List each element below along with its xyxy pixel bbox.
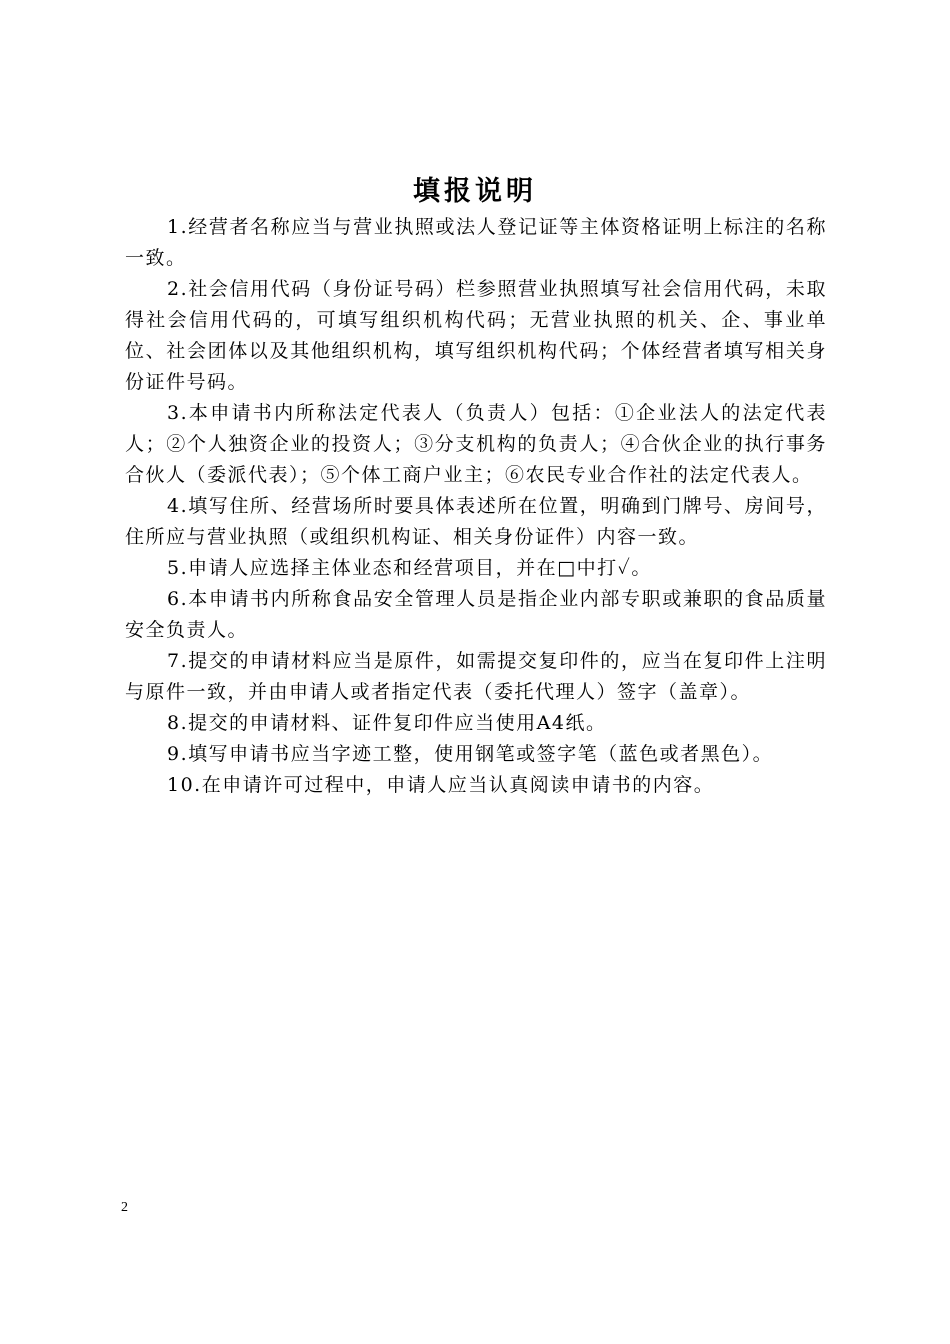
instruction-item-1: 1.经营者名称应当与营业执照或法人登记证等主体资格证明上标注的名称一致。 xyxy=(125,216,827,269)
page-title: 填报说明 xyxy=(413,176,537,207)
instruction-item-6: 6.本申请书内所称食品安全管理人员是指企业内部专职或兼职的食品质量安全负责人。 xyxy=(125,588,827,641)
instruction-item-9: 9.填写申请书应当字迹工整，使用钢笔或签字笔（蓝色或者黑色）。 xyxy=(167,743,774,765)
page-number: 2 xyxy=(121,1200,128,1215)
instructions-body xyxy=(125,212,827,801)
instruction-item-2: 2.社会信用代码（身份证号码）栏参照营业执照填写社会信用代码，未取得社会信用代码的，可填写组织机构代码；无营业执照的机关、企、事业单位、社会团体以及其他组织机构，填写组织机构代码；个体经营者填写相关身份证件号码。 xyxy=(125,278,827,393)
instruction-item-4: 4.填写住所、经营场所时要具体表述所在位置，明确到门牌号、房间号，住所应与营业执照（或组织机构证、相关身份证件）内容一致。 xyxy=(125,495,827,548)
instruction-item-3: 3.本申请书内所称法定代表人（负责人）包括：①企业法人的法定代表人；②个人独资企业的投资人；③分支机构的负责人；④合伙企业的执行事务合伙人（委派代表）；⑤个体工商户业主；⑥农民专业合作社的法定代表人。 xyxy=(125,402,827,486)
instruction-item-8: 8.提交的申请材料、证件复印件应当使用A4纸。 xyxy=(167,712,607,734)
instruction-item-7: 7.提交的申请材料应当是原件，如需提交复印件的，应当在复印件上注明与原件一致，并由申请人或者指定代表（委托代理人）签字（盖章）。 xyxy=(125,650,827,703)
instruction-item-5: 5.申请人应选择主体业态和经营项目，并在□中打✓。 xyxy=(167,557,652,579)
instruction-item-10: 10.在申请许可过程中，申请人应当认真阅读申请书的内容。 xyxy=(167,774,715,796)
